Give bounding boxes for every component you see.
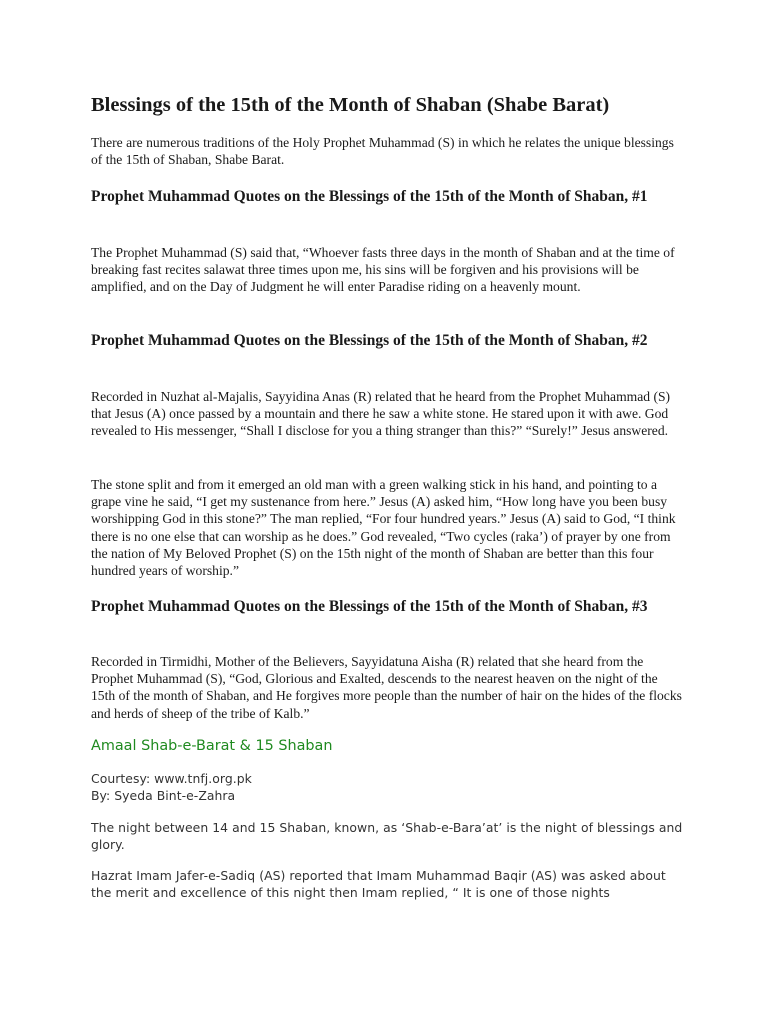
section-2 [91,331,683,350]
amaal-heading: Amaal Shab-e-Barat & 15 Shaban [91,738,333,754]
section-2-heading: Prophet Muhammad Quotes on the Blessings of the 15th of the Month of Shaban, #2 [91,332,648,349]
section-3-body [91,653,683,722]
intro-paragraph: There are numerous traditions of the Holy Prophet Muhammad (S) in which he relates the unique blessings of the 15th of Shaban, Shabe Barat. [91,135,674,168]
author-line: By: Syeda Bint-e-Zahra [91,787,236,803]
section-3-paragraph: Recorded in Tirmidhi, Mother of the Believers, Sayyidatuna Aisha (R) related that she heard from the Prophet Muhammad (S), “God, Glorious and Exalted, descends to the nearest heaven on the night of the 15th of the month of Shaban, and He forgives more people than the number of hair on the hides of the flocks and herds of sheep of the tribe of Kalb.” [91,654,682,721]
section-2-paragraph-1: Recorded in Nuzhat al-Majalis, Sayyidina Anas (R) related that he heard from the Prophet Muhammad (S) that Jesus (A) once passed by a mountain and there he saw a white stone. He stared upon it with awe. God revealed to His messenger, “Shall I disclose for you a thing stranger than this?” “Surely!” Jesus answered. [91,389,671,439]
page-title: Blessings of the 15th of the Month of Shaban (Shabe Barat) [91,94,610,116]
section-3-heading: Prophet Muhammad Quotes on the Blessings of the 15th of the Month of Shaban, #3 [91,598,648,615]
intro-block [91,134,683,168]
courtesy-line: Courtesy: www.tnfj.org.pk [91,771,252,786]
amaal-paragraph-1: The night between 14 and 15 Shaban, known, as ‘Shab-e-Bara’at’ is the night of blessings and glory. [91,820,683,852]
amaal-body-1 [91,820,683,853]
section-1-paragraph: The Prophet Muhammad (S) said that, “Whoever fasts three days in the month of Shaban and at the time of breaking fast recites salawat three times upon me, his sins will be forgiven and his provisions will be amplified, and on the Day of Judgment he will enter Paradise riding on a heavenly mount. [91,245,675,295]
section-1-body [91,244,683,296]
section-1-heading: Prophet Muhammad Quotes on the Blessings of the 15th of the Month of Shaban, #1 [91,188,648,205]
section-2-body-2 [91,476,683,579]
section-2-paragraph-2: The stone split and from it emerged an old man with a green walking stick in his hand, and pointing to a grape vine he said, “I get my sustenance from here.” Jesus (A) asked him, “How long have you been busy worshipping God in this stone?” The man replied, “For four hundred years.” Jesus (A) said to God, “I think there is no one else that can worship as he does.” God revealed, “Two cycles (raka’) of prayer by one from the nation of My Beloved Prophet (S) on the 15th night of the month of Shaban are better than this four hundred years of worship.” [91,477,676,579]
amaal-credits [91,771,683,804]
section-1 [91,187,683,206]
amaal-paragraph-2: Hazrat Imam Jafer-e-Sadiq (AS) reported that Imam Muhammad Baqir (AS) was asked about the merit and excellence of this night then Imam replied, “ It is one of those nights [91,868,666,900]
amaal-body-2 [91,868,683,901]
section-2-body-1 [91,388,683,440]
section-3 [91,597,683,616]
